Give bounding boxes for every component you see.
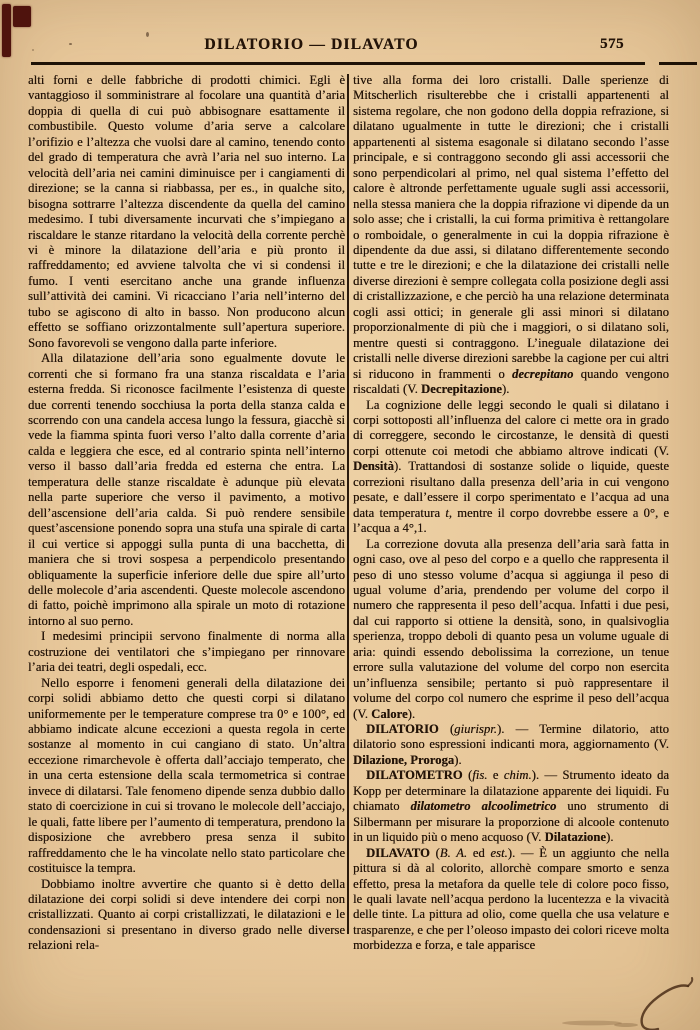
text-run: uno strumento di Silbermann per misurare la proporzione di alcoole contenuto in un liquido più o meno acquoso (V. <box>353 799 669 845</box>
paragraph <box>28 351 345 629</box>
text-run: ). — Strumento ideato da Kopp per determinare la dilatazione apparente dei liquidi. Fu chiamato <box>353 768 669 814</box>
text-run-i: est. <box>490 845 508 860</box>
page-number: 575 <box>600 36 624 52</box>
paragraph <box>28 73 345 351</box>
text-run-i: B. A. <box>439 845 468 860</box>
text-run: tive alla forma dei loro cristalli. Dalle sperienze di Mitscherlich risulterebbe che i cristalli appartenenti al sistema regolare, che non godono della doppia refrazione, si dilatano ugualmente in tutte le direzioni; che i cristalli appartenenti al sistema esagonale si dilatano secondo l’asse principale, e si contraggono secondo gli assi accessorii che sono perpendicolari al primo, nel qual sistema l’effetto del calore è altronde perfettamente uguale sugli assi accessorii, nella stessa maniera che la doppia rifrazione vi dipende da un solo asse; che i cristalli, la cui forma primitiva è rettangolare o romboidale, o generalmente in cui la doppia rifrazione è dipendente da due assi, si dilatano differentemente secondo tutte e tre le direzioni; e che la dilatazione dei cristalli nelle diverse direzioni è sempre collegata colla posizione degli assi di cristallizzazione, e che perciò ha una relazione determinata cogli assi ottici; in generale gli assi minori si dilatano proporzionalmente di più che i maggiori, o si dilatano soli, mentre questi si contraggono. L’ineguale dilatazione dei cristalli nelle diverse direzioni sarebbe la cagione per cui altri si riducono in frammenti o <box>353 73 669 381</box>
text-run: ). <box>501 382 510 397</box>
text-run-bi: dilatometro alcoolimetrico <box>410 799 557 814</box>
text-run-b: Dilatazione <box>544 830 606 845</box>
text-run: ). — Termine dilatorio, atto dilatorio sono espressioni indicanti mora, aggiornamento (V. <box>353 722 669 752</box>
column-divider-rule <box>347 74 349 934</box>
text-run: ). <box>407 706 416 721</box>
text-run: ). — È un aggiunto che nella pittura si dà al colorito, allorchè compare smorto e senza effetto, presa la metafora da quelle tele di colore poco fisso, le quali lavate nell’acqua perdono la lucentezza e la vivacità delle tinte. La pittura ad olio, come quella che usa velature e trasparenze, e che per l’oleoso impasto dei colori riceve molta morbidezza e forza, e tale apparisce <box>353 845 669 953</box>
text-run-b: Densità <box>353 459 394 474</box>
text-run: ( <box>429 845 440 860</box>
paragraph <box>28 629 345 675</box>
text-run-b: Calore <box>371 706 408 721</box>
text-run-i: chim. <box>503 768 532 783</box>
paragraph <box>353 768 669 845</box>
text-run-b: Decrepitazione <box>421 382 502 397</box>
paragraph <box>353 398 669 537</box>
paragraph <box>353 537 669 722</box>
header-rule-right <box>659 62 697 65</box>
text-run: La cognizione delle leggi secondo le quali si dilatano i corpi sottoposti all’influenza del calore ci mette ora in grado di correggere, secondo le circostanze, le densità di questi corpi ottenute coi metodi che abbiamo altrove indicati (V. <box>353 397 669 458</box>
paragraph <box>353 846 669 954</box>
text-run-b: DILATORIO <box>366 722 439 737</box>
red-stain-mark <box>13 6 31 27</box>
running-head <box>30 36 668 60</box>
column-right <box>353 73 669 954</box>
paragraph <box>28 877 345 954</box>
text-run: ). <box>605 830 614 845</box>
text-run: I medesimi principii servono finalmente di norma alla costruzione dei ventilatori che s’impiegano per rinnovare l’aria dei teatri, degli ospedali, ecc. <box>28 629 345 675</box>
text-run-b: DILAVATO <box>366 845 430 860</box>
page-title: DILATORIO — DILAVATO <box>204 36 419 53</box>
text-run: Nello esporre i fenomeni generali della dilatazione dei corpi solidi abbiamo detto che questi corpi si dilatano uniformemente per le temperature comprese tra 0° e 100°, ed abbiamo indicate alcune eccezioni a questa regola in certe sostanze al momento in cui cangiano di stato. Un’altra eccezione rimarchevole è offerta dall’acciajo temperato, che in una certa estensione della scala termometrica si contrae invece di dilatarsi. Tale fenomeno dipende senza dubbio dallo stato di coercizione in cui si trovano le molecole dell’acciajo, le quali, fatte libere per l’aumento di temperatura, prendono la disposizione che avrebbero presa senza il subito raffreddamento che le ha vincolate nello stato particolare che costituisce la tempra. <box>28 675 345 876</box>
text-run: alti forni e delle fabbriche di prodotti chimici. Egli è vantaggioso il somministrare al focolare una quantità d’aria doppia di quella di cui può abbisognare esattamente il combustibile. Questo volume d’aria serve a calcolare l’orifizio e l’altezza che vuolsi dare al camino, tenendo conto del grado di temperatura che avrà l’aria nel suo interno. La velocità dell’aria nei camini diminuisce per i cangiamenti di direzione; se la canna si riabbassa, per es., in qualche sito, bisogna sottrarre l’altezza discendente da quella del camino medesimo. I tubi diversamente incurvati che s’impiegano a riscaldare le stanze ritardano la velocità della corrente perchè vi è minore la dilatazione dell’aria e più pronto il raffreddamento; ed avviene talvolta che vi si condensi il fumo. I venti esercitano anche una grande influenza sull’attività dei camini. Vi ricacciano l’aria nell’interno del tubo se agiscono di alto in basso. Non producono alcun effetto se soffiano orizzontalmente sull’apertura superiore. Sono favorevoli se vengono dalla parte inferiore. <box>28 73 345 350</box>
text-run: Dobbiamo inoltre avvertire che quanto si è detto della dilatazione dei corpi solidi si deve intendere dei corpi non cristallizzati. Quanto ai corpi cristallizzati, le dilatazioni e le condensazioni si presentano in diverso grado nelle diverse relazioni rela- <box>28 876 345 953</box>
text-run: , mentre il corpo dovrebbe essere a 0°, e l’acqua a 4°,1. <box>353 505 669 536</box>
header-rule-left <box>31 62 645 65</box>
text-run: La correzione dovuta alla presenza dell’aria sarà fatta in ogni caso, ove al peso del corpo e a quello che rappresenta il peso di uno stesso volume d’acqua si aggiunga il peso di ugual volume d’aria, prendendo per volume del corpo il numero che rappresenta il peso dell’acqua. Infatti i due pesi, dal cui rapporto si ottiene la densità, sono, in qualsivoglia sperienza, troppo deboli di quanto pesa un volume uguale di aria: quindi essendo debolissima la correzione, un tenue errore sulla valutazione del volume del corpo non esercita un’influenza sensibile; pertanto si può rappresentare il volume del corpo col numero che esprime il peso dell’acqua (V. <box>353 536 669 721</box>
text-run-b: DILATOMETRO <box>366 768 463 783</box>
text-run: ). <box>454 752 462 767</box>
text-run: ( <box>462 768 473 783</box>
red-stain-mark <box>2 4 11 57</box>
text-run-i: giurispr. <box>454 722 497 737</box>
text-run: Alla dilatazione dell’aria sono egualmente dovute le correnti che si formano fra una stanza riscaldata e l’aria esterna fredda. Si riconosce facilmente l’esistenza di queste due correnti tenendo socchiusa la porta della stanza calda e scorrendo con una candela accesa lungo la fessura, giacchè si vede la fiamma spinta fuori verso l’alto dalla corrente d’aria calda e leggiera che esce, ed al contrario spinta nell’interno verso il basso dall’aria fredda ed esterna che entra. La temperatura delle stanze riscaldate è adunque più elevata nella parte superiore che verso il pavimento, a motivo dell’ascensione dell’aria calda. Si può rendere sensibile quest’ascensione ponendo sopra una stufa una spirale di carta il cui vertice si appoggi sulla punta di una bacchetta, di maniera che si trovi sospesa a perpendicolo presentando obliquamente la superficie inferiore delle due spire all’urto delle molecole d’aria ascendenti. Queste molecole ascendono di fatto, poichè imprimono alla spirale un moto di rotazione intorno al suo perno. <box>28 351 345 628</box>
text-run: ed <box>467 845 491 860</box>
text-run: ). Trattandosi di sostanze solide o liquide, queste correzioni risultano dalla presenza dell’aria in cui vengono pesate, e dall’essere il corpo sperimentato e l’acqua ad una data temperatura <box>353 459 669 520</box>
text-run-i: fis. <box>472 768 488 783</box>
paragraph <box>353 722 669 768</box>
paragraph <box>353 73 669 398</box>
column-left <box>28 73 345 954</box>
text-run: quando vengono riscaldati (V. <box>353 366 669 397</box>
pen-stroke-mark <box>540 975 700 1030</box>
text-run-bi: decrepitano <box>512 366 574 381</box>
text-run: e <box>487 768 504 783</box>
text-run: ( <box>438 722 455 737</box>
paragraph <box>28 676 345 877</box>
text-run-b: Dilazione, Proroga <box>353 752 455 767</box>
text-run-i: t <box>445 505 449 520</box>
